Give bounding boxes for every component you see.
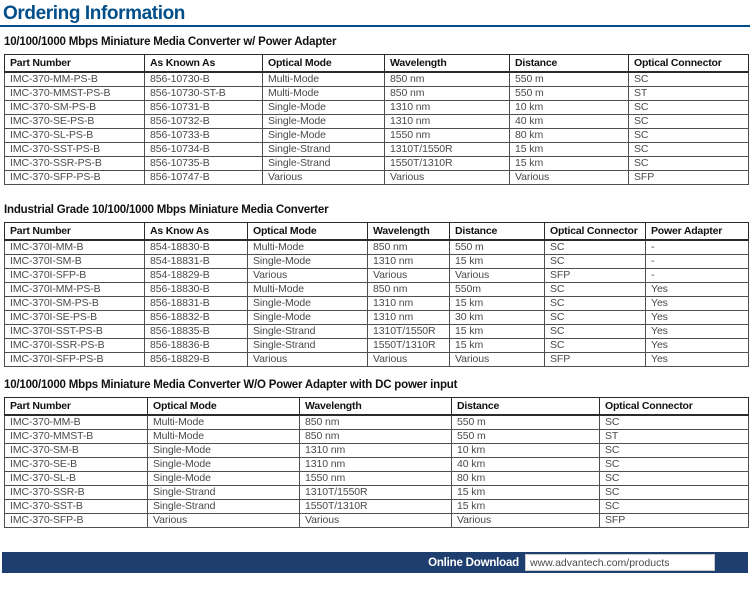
table-cell: SC <box>629 72 749 87</box>
table-row <box>5 444 749 458</box>
table-cell: 550m <box>450 283 545 297</box>
table-cell: SC <box>600 444 749 458</box>
page-title: Ordering Information <box>3 3 186 24</box>
table-cell: - <box>646 269 749 283</box>
table-cell: 850 nm <box>300 415 452 430</box>
table-cell: SC <box>545 255 646 269</box>
table-cell: IMC-370I-SSR-PS-B <box>5 339 145 353</box>
column-header: Optical Connector <box>545 223 646 241</box>
column-header: Power Adapter <box>646 223 749 241</box>
table-cell: 1550 nm <box>300 472 452 486</box>
table-cell: Yes <box>646 325 749 339</box>
table-cell: Various <box>510 171 629 185</box>
table-cell: Various <box>263 171 385 185</box>
table-cell: 856-10734-B <box>145 143 263 157</box>
section-converter-dc-power-input <box>0 379 750 528</box>
table-cell: 854-18831-B <box>145 255 248 269</box>
table-row <box>5 311 749 325</box>
table-cell: IMC-370-MM-B <box>5 415 148 430</box>
table-cell: 15 km <box>510 157 629 171</box>
table-cell: SC <box>545 297 646 311</box>
table-cell: ST <box>629 87 749 101</box>
online-download-label: Online Download <box>428 556 519 569</box>
download-url[interactable]: www.advantech.com/products <box>525 554 715 571</box>
table-cell: 1310 nm <box>300 444 452 458</box>
section-industrial-grade-converter <box>0 204 750 367</box>
table-cell: IMC-370-SM-B <box>5 444 148 458</box>
table-cell: Single-Strand <box>148 486 300 500</box>
table-cell: Various <box>368 269 450 283</box>
table-cell: Various <box>452 514 600 528</box>
section-heading: Industrial Grade 10/100/1000 Mbps Miniature Media Converter <box>4 204 329 216</box>
table-cell: Yes <box>646 297 749 311</box>
table-row <box>5 72 749 87</box>
table-cell: - <box>646 255 749 269</box>
table-cell: IMC-370-SFP-B <box>5 514 148 528</box>
table-cell: 15 km <box>452 486 600 500</box>
table-cell: SFP <box>600 514 749 528</box>
table-cell: Single-Mode <box>248 297 368 311</box>
table-cell: IMC-370-SFP-PS-B <box>5 171 145 185</box>
table-cell: Single-Mode <box>263 129 385 143</box>
table-cell: Single-Strand <box>148 500 300 514</box>
table-cell: IMC-370-SST-PS-B <box>5 143 145 157</box>
table-cell: 1310T/1550R <box>300 486 452 500</box>
table-cell: 856-10747-B <box>145 171 263 185</box>
table-cell: Multi-Mode <box>263 87 385 101</box>
table-cell: 1310T/1550R <box>368 325 450 339</box>
table-cell: 550 m <box>510 72 629 87</box>
table-cell: 1310T/1550R <box>385 143 510 157</box>
table-cell: 1310 nm <box>368 255 450 269</box>
table-cell: IMC-370I-SST-PS-B <box>5 325 145 339</box>
table-cell: Multi-Mode <box>263 72 385 87</box>
table-cell: 856-18829-B <box>145 353 248 367</box>
table-cell: SC <box>545 325 646 339</box>
column-header: Optical Connector <box>629 55 749 73</box>
column-header: Optical Mode <box>263 55 385 73</box>
table-cell: 850 nm <box>385 72 510 87</box>
table-cell: 856-10730-ST-B <box>145 87 263 101</box>
table-cell: SFP <box>545 353 646 367</box>
table-row <box>5 255 749 269</box>
table-cell: Various <box>248 269 368 283</box>
table-row <box>5 430 749 444</box>
table-cell: ST <box>600 430 749 444</box>
table-cell: 80 km <box>510 129 629 143</box>
table-cell: 1550T/1310R <box>368 339 450 353</box>
table-header-row <box>5 55 749 73</box>
table-cell: 856-10730-B <box>145 72 263 87</box>
table-cell: 15 km <box>452 500 600 514</box>
table-cell: 856-18830-B <box>145 283 248 297</box>
table-cell: Multi-Mode <box>148 415 300 430</box>
table-row <box>5 283 749 297</box>
column-header: Optical Mode <box>248 223 368 241</box>
table-cell: SC <box>629 129 749 143</box>
table-cell: Various <box>450 353 545 367</box>
table-cell: Single-Mode <box>248 255 368 269</box>
table-cell: Various <box>248 353 368 367</box>
table-cell: Various <box>300 514 452 528</box>
table-row <box>5 325 749 339</box>
table-cell: 1310 nm <box>368 311 450 325</box>
table-cell: IMC-370-SSR-B <box>5 486 148 500</box>
table-cell: IMC-370I-MM-PS-B <box>5 283 145 297</box>
table-cell: 856-10733-B <box>145 129 263 143</box>
ordering-table-industrial-grade <box>4 222 749 367</box>
online-download-bar <box>2 552 748 573</box>
table-cell: IMC-370-SE-PS-B <box>5 115 145 129</box>
table-cell: Single-Mode <box>148 444 300 458</box>
table-cell: 856-18835-B <box>145 325 248 339</box>
column-header: Distance <box>450 223 545 241</box>
table-row <box>5 115 749 129</box>
table-cell: Single-Mode <box>248 311 368 325</box>
table-cell: Single-Strand <box>263 143 385 157</box>
table-cell: Single-Mode <box>263 101 385 115</box>
table-cell: 40 km <box>452 458 600 472</box>
table-row <box>5 171 749 185</box>
table-row <box>5 129 749 143</box>
table-cell: 850 nm <box>368 240 450 255</box>
table-cell: 15 km <box>450 297 545 311</box>
table-row <box>5 472 749 486</box>
table-row <box>5 339 749 353</box>
table-cell: SC <box>600 415 749 430</box>
table-row <box>5 353 749 367</box>
table-cell: SC <box>600 458 749 472</box>
table-cell: Single-Mode <box>263 115 385 129</box>
table-cell: IMC-370I-MM-B <box>5 240 145 255</box>
table-header-row <box>5 223 749 241</box>
table-cell: SC <box>600 500 749 514</box>
table-cell: Multi-Mode <box>148 430 300 444</box>
table-cell: SC <box>545 283 646 297</box>
table-cell: 1310 nm <box>300 458 452 472</box>
table-cell: SC <box>629 101 749 115</box>
table-cell: IMC-370-SL-B <box>5 472 148 486</box>
column-header: Distance <box>510 55 629 73</box>
table-cell: SC <box>629 157 749 171</box>
table-cell: 1310 nm <box>385 101 510 115</box>
table-cell: 1550T/1310R <box>385 157 510 171</box>
table-cell: IMC-370-MMST-PS-B <box>5 87 145 101</box>
table-cell: 856-18836-B <box>145 339 248 353</box>
table-cell: SFP <box>545 269 646 283</box>
table-cell: 30 km <box>450 311 545 325</box>
table-cell: 80 km <box>452 472 600 486</box>
table-cell: 850 nm <box>300 430 452 444</box>
column-header: Wavelength <box>368 223 450 241</box>
column-header: As Known As <box>145 55 263 73</box>
table-cell: 15 km <box>510 143 629 157</box>
table-cell: IMC-370-SE-B <box>5 458 148 472</box>
table-cell: IMC-370-SL-PS-B <box>5 129 145 143</box>
table-row <box>5 486 749 500</box>
ordering-table-power-adapter <box>4 54 749 185</box>
column-header: As Know As <box>145 223 248 241</box>
section-heading: 10/100/1000 Mbps Miniature Media Converter w/ Power Adapter <box>4 36 337 48</box>
table-cell: Single-Mode <box>148 472 300 486</box>
column-header: Wavelength <box>300 398 452 416</box>
table-cell: Yes <box>646 283 749 297</box>
table-cell: Yes <box>646 311 749 325</box>
column-header: Part Number <box>5 223 145 241</box>
table-cell: IMC-370-MMST-B <box>5 430 148 444</box>
table-cell: 10 km <box>510 101 629 115</box>
table-cell: Various <box>148 514 300 528</box>
table-cell: 850 nm <box>368 283 450 297</box>
table-cell: 854-18829-B <box>145 269 248 283</box>
table-cell: 10 km <box>452 444 600 458</box>
table-cell: 1550 nm <box>385 129 510 143</box>
table-cell: Various <box>385 171 510 185</box>
table-cell: IMC-370-SSR-PS-B <box>5 157 145 171</box>
table-cell: SC <box>600 472 749 486</box>
table-cell: 1310 nm <box>368 297 450 311</box>
table-cell: 15 km <box>450 339 545 353</box>
table-cell: IMC-370I-SM-PS-B <box>5 297 145 311</box>
column-header: Optical Connector <box>600 398 749 416</box>
table-cell: 1310 nm <box>385 115 510 129</box>
column-header: Part Number <box>5 55 145 73</box>
table-cell: 15 km <box>450 325 545 339</box>
title-underline <box>0 25 750 27</box>
table-cell: Single-Strand <box>248 339 368 353</box>
table-cell: - <box>646 240 749 255</box>
table-cell: IMC-370-MM-PS-B <box>5 72 145 87</box>
table-cell: SC <box>629 143 749 157</box>
table-row <box>5 87 749 101</box>
table-cell: 854-18830-B <box>145 240 248 255</box>
table-row <box>5 101 749 115</box>
table-cell: SC <box>545 339 646 353</box>
table-row <box>5 297 749 311</box>
table-cell: SFP <box>629 171 749 185</box>
table-cell: 40 km <box>510 115 629 129</box>
table-cell: 15 km <box>450 255 545 269</box>
table-cell: Yes <box>646 339 749 353</box>
table-row <box>5 458 749 472</box>
table-cell: 856-10732-B <box>145 115 263 129</box>
table-cell: 856-18832-B <box>145 311 248 325</box>
table-cell: Various <box>368 353 450 367</box>
table-cell: 550 m <box>510 87 629 101</box>
table-cell: SC <box>545 240 646 255</box>
table-cell: 550 m <box>452 430 600 444</box>
table-cell: Multi-Mode <box>248 240 368 255</box>
table-cell: Yes <box>646 353 749 367</box>
section-media-converter-with-power-adapter <box>0 36 750 185</box>
table-cell: 1550T/1310R <box>300 500 452 514</box>
table-row <box>5 514 749 528</box>
table-row <box>5 269 749 283</box>
column-header: Optical Mode <box>148 398 300 416</box>
table-cell: IMC-370-SST-B <box>5 500 148 514</box>
table-row <box>5 143 749 157</box>
table-row <box>5 240 749 255</box>
column-header: Distance <box>452 398 600 416</box>
table-cell: Single-Strand <box>248 325 368 339</box>
table-cell: Various <box>450 269 545 283</box>
column-header: Wavelength <box>385 55 510 73</box>
table-cell: IMC-370I-SFP-B <box>5 269 145 283</box>
table-cell: SC <box>629 115 749 129</box>
table-cell: IMC-370I-SFP-PS-B <box>5 353 145 367</box>
table-cell: IMC-370I-SM-B <box>5 255 145 269</box>
section-heading: 10/100/1000 Mbps Miniature Media Converter W/O Power Adapter with DC power input <box>4 379 458 391</box>
table-row <box>5 500 749 514</box>
ordering-table-dc-power <box>4 397 749 528</box>
table-header-row <box>5 398 749 416</box>
table-row <box>5 157 749 171</box>
table-cell: Single-Mode <box>148 458 300 472</box>
table-cell: Single-Strand <box>263 157 385 171</box>
table-row <box>5 415 749 430</box>
table-cell: SC <box>545 311 646 325</box>
table-cell: IMC-370I-SE-PS-B <box>5 311 145 325</box>
table-cell: 856-18831-B <box>145 297 248 311</box>
table-cell: Multi-Mode <box>248 283 368 297</box>
column-header: Part Number <box>5 398 148 416</box>
table-cell: 856-10735-B <box>145 157 263 171</box>
table-cell: IMC-370-SM-PS-B <box>5 101 145 115</box>
table-cell: 856-10731-B <box>145 101 263 115</box>
table-cell: 550 m <box>452 415 600 430</box>
table-cell: 550 m <box>450 240 545 255</box>
table-cell: 850 nm <box>385 87 510 101</box>
table-cell: SC <box>600 486 749 500</box>
